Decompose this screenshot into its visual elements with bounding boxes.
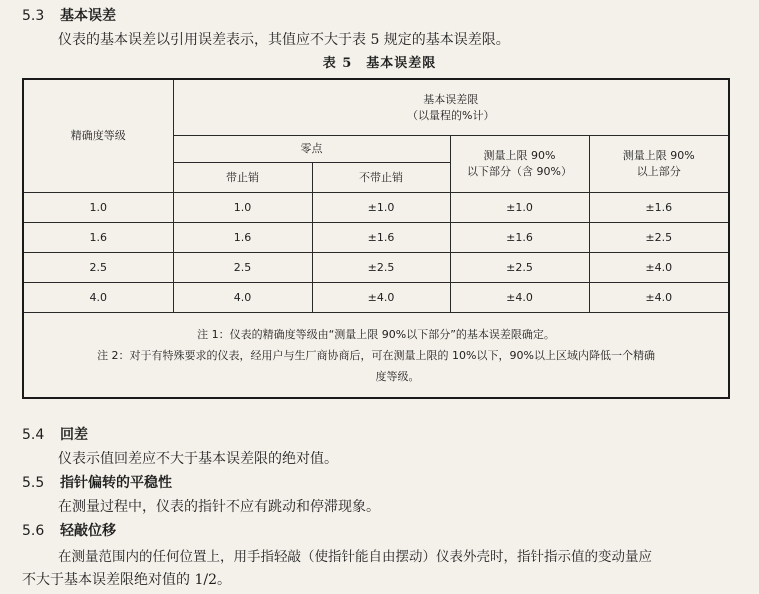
section-5-6-heading [22,520,116,540]
section-5-6-body-line1: 在测量范围内的任何位置上，用手指轻敲（使指针能自由摆动）仪表外壳时，指针指示值的变动量应 [58,549,652,565]
section-number: 5.4 [22,427,45,443]
cell-below-90: ±1.6 [450,223,589,253]
section-title: 轻敲位移 [60,523,116,539]
table-row [23,193,729,223]
section-title: 指针偏转的平稳性 [60,475,172,491]
header-without-stop-pin: 不带止销 [312,163,450,193]
table-notes [23,313,729,399]
cell-below-90: ±2.5 [450,253,589,283]
header-error-limit-line2: （以量程的%计） [407,108,495,122]
cell-grade: 4.0 [23,283,173,313]
cell-below-90: ±4.0 [450,283,589,313]
header-below-90 [450,136,589,193]
header-error-limit-line1: 基本误差限 [423,92,479,106]
section-5-3-heading [22,5,116,25]
section-5-3-body: 仪表的基本误差以引用误差表示，其值应不大于表 5 规定的基本误差限。 [58,32,510,48]
section-number: 5.3 [22,8,45,24]
cell-grade: 1.0 [23,193,173,223]
cell-grade: 2.5 [23,253,173,283]
header-above-90-line2: 以上部分 [636,165,681,178]
section-number: 5.6 [22,523,45,539]
cell-grade: 1.6 [23,223,173,253]
section-5-6-body-line2: 不大于基本误差限绝对值的 1/2。 [22,572,231,588]
header-above-90-line1: 测量上限 90% [622,149,695,162]
section-5-4-body: 仪表示值回差应不大于基本误差限的绝对值。 [58,451,338,467]
cell-without-stop: ±2.5 [312,253,450,283]
error-limit-table [22,78,730,399]
cell-with-stop: 4.0 [173,283,312,313]
section-5-4-heading [22,424,88,444]
header-below-90-line1: 测量上限 90% [483,149,556,162]
header-with-stop-pin: 带止销 [173,163,312,193]
cell-above-90: ±4.0 [589,253,729,283]
cell-without-stop: ±4.0 [312,283,450,313]
cell-above-90: ±4.0 [589,283,729,313]
note-2-line2: 度等级。 [375,369,420,383]
cell-above-90: ±2.5 [589,223,729,253]
table-row [23,253,729,283]
section-5-5-heading [22,472,172,492]
cell-above-90: ±1.6 [589,193,729,223]
cell-with-stop: 1.6 [173,223,312,253]
table-row [23,283,729,313]
table-caption-title: 基本误差限 [366,56,437,71]
cell-with-stop: 1.0 [173,193,312,223]
header-zero-point: 零点 [173,136,450,163]
cell-without-stop: ±1.6 [312,223,450,253]
note-2-line1: 注 2：对于有特殊要求的仪表，经用户与生厂商协商后，可在测量上限的 10%以下，90%以上区域内降低一个精确 [97,348,655,362]
section-title: 回差 [60,427,88,443]
cell-without-stop: ±1.0 [312,193,450,223]
table-row [23,223,729,253]
header-accuracy-grade: 精确度等级 [23,79,173,193]
cell-below-90: ±1.0 [450,193,589,223]
section-title: 基本误差 [60,8,116,24]
cell-with-stop: 2.5 [173,253,312,283]
header-above-90 [589,136,729,193]
header-error-limit [173,79,729,136]
table-caption [0,52,759,71]
section-5-5-body: 在测量过程中，仪表的指针不应有跳动和停滞现象。 [58,499,380,515]
table-caption-label: 表 5 [322,56,353,71]
section-number: 5.5 [22,475,45,491]
note-1: 注 1：仪表的精确度等级由“测量上限 90%以下部分”的基本误差限确定。 [197,327,555,341]
header-below-90-line2: 以下部分（含 90%） [467,165,572,178]
